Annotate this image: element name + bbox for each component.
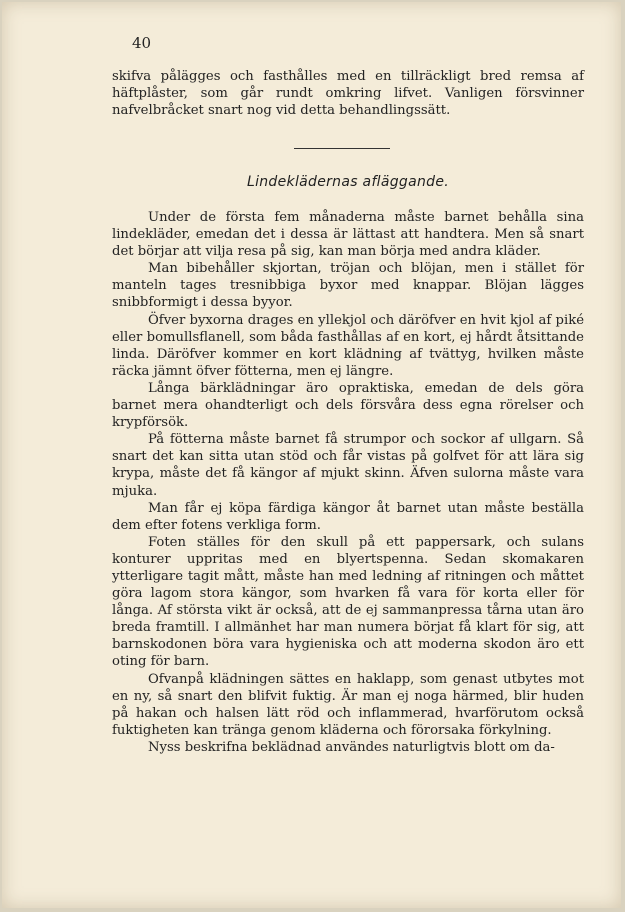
paragraph: Man bibehåller skjortan, tröjan och blöjan, men i stället för manteln tages tresnibbiga byxor med knappar. Blöjan lägges snibbformigt i dessa byyor. (112, 261, 584, 311)
section-divider (294, 148, 390, 149)
paragraph: Foten ställes för den skull på ett pappersark, och sulans konturer uppritas med en blyertspenna. Sedan skomakaren ytterligare tagit mått, måste han med ledning af ritningen och måttet göra lagom stora kängor, som hvarken få vara för korta eller för långa. Af största vikt är också, att de ej sammanpressa tårna utan äro breda framtill. I allmänhet har man numera börjat få klart för sig, att barnskodonen böra vara hygieniska och att moderna skodon äro ett oting för barn. (112, 534, 584, 670)
section-body (112, 209, 584, 756)
intro-paragraph: skifva pålägges och fasthålles med en tillräckligt bred remsa af häftplåster, som går rundt omkring lifvet. Vanligen försvinner nafvelbråcket snart nog vid detta behandlingssätt. (112, 69, 584, 119)
paragraph: Nyss beskrifna beklädnad användes naturligtvis blott om da- (148, 739, 555, 755)
paragraph: Ofvanpå klädningen sättes en haklapp, som genast utbytes mot en ny, så snart den blifvit fuktig. Är man ej noga härmed, blir huden på hakan och halsen lätt röd och inflammerad, hvarförutom också fuktigheten kan tränga genom kläderna och förorsaka förkylning. (112, 671, 584, 738)
paragraph: Öfver byxorna drages en yllekjol och däröfver en hvit kjol af piké eller bomullsflanell, som båda fasthållas af en kort, ej hårdt åtsittande linda. Däröfver kommer en kort klädning af tvättyg, hvilken måste räcka jämnt öfver fötterna, men ej längre. (112, 312, 584, 379)
paragraph: Långa bärklädningar äro opraktiska, emedan de dels göra barnet mera ohandterligt och dels försvåra dess egna rörelser och krypförsök. (112, 380, 584, 431)
paragraph: Under de första fem månaderna måste barnet behålla sina lindekläder, emedan det i dessa är lättast att handtera. Men så snart det börjar att vilja resa på sig, kan man börja med andra kläder. (112, 210, 584, 260)
paragraph: Man får ej köpa färdiga kängor åt barnet utan måste beställa dem efter fotens verkliga form. (112, 500, 584, 533)
section-heading: Lindeklädernas afläggande. (246, 174, 450, 190)
document-page (2, 2, 621, 908)
intro-text (112, 68, 584, 119)
paragraph: På fötterna måste barnet få strumpor och sockor af ullgarn. Så snart det kan sitta utan stöd och får vistas på golfvet för att lära sig krypa, måste det få kängor af mjukt skinn. Äfven sulorna måste vara mjuka. (112, 432, 584, 499)
page-number: 40 (132, 34, 152, 52)
